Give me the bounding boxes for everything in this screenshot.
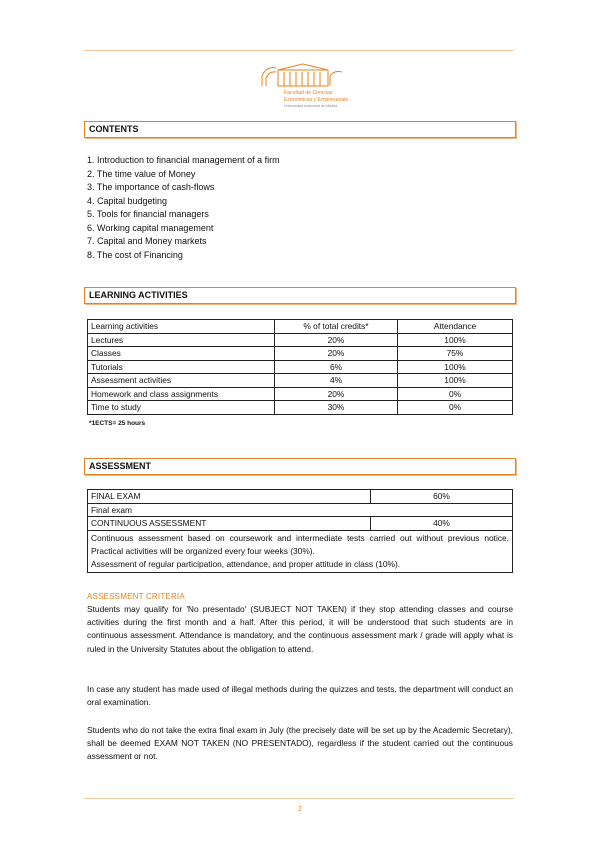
table-cell: 6% <box>275 360 398 374</box>
table-cell: Classes <box>88 347 275 361</box>
faculty-logo <box>258 62 348 114</box>
list-item: 3. The importance of cash-flows <box>87 182 215 192</box>
logo-line-1: Facultad de Ciencias <box>284 90 333 96</box>
learning-activities-table <box>87 319 513 415</box>
table-cell: Time to study <box>88 401 275 415</box>
contents-list <box>87 154 280 262</box>
list-item: 2. The time value of Money <box>87 168 196 179</box>
learning-activities-heading: LEARNING ACTIVITIES <box>84 287 516 304</box>
logo-line-3: Universidad Autónoma de Madrid <box>284 104 338 108</box>
list-item: 7. Capital and Money markets <box>87 236 207 246</box>
list-item: 1. Introduction to financial management of a firm <box>87 155 280 165</box>
criteria-paragraph-2: In case any student has made used of illegal methods during the quizzes and tests, the department will conduct an oral examination. <box>87 684 513 708</box>
table-cell: Assessment activities <box>88 374 275 388</box>
table-cell: Lectures <box>88 333 275 347</box>
list-item: 6. Working capital management <box>87 222 214 233</box>
continuous-assessment-description <box>88 530 513 572</box>
table-row <box>88 347 513 361</box>
table-cell: Homework and class assignments <box>88 387 275 401</box>
table-cell: 75% <box>398 347 513 361</box>
building-logo-icon <box>258 62 348 114</box>
participation-description-text: Assessment of regular participation, attendance, and proper attitude in class (10%). <box>91 558 401 569</box>
table-cell: 0% <box>398 387 513 401</box>
table-header-row <box>88 320 513 334</box>
final-exam-description: Final exam <box>88 503 513 517</box>
table-row <box>88 374 513 388</box>
table-cell: 4% <box>275 374 398 388</box>
continuous-assessment-weight: 40% <box>371 517 513 531</box>
assessment-table <box>87 489 513 573</box>
contents-heading: CONTENTS <box>84 121 516 138</box>
table-row <box>88 360 513 374</box>
table-header-cell: Attendance <box>398 320 513 334</box>
table-row <box>88 503 513 517</box>
continuous-assessment-label: CONTINUOUS ASSESSMENT <box>88 517 371 531</box>
final-exam-weight: 60% <box>371 490 513 504</box>
table-header-cell: % of total credits* <box>275 320 398 334</box>
table-row <box>88 517 513 531</box>
criteria-paragraph-3: Students who do not take the extra final exam in July (the precisely date will be set up by the Academic Secretary), shall be deemed EXAM NOT TAKEN (NO PRESENTADO), regardless if the student carried out the continuous assessment or not. <box>87 725 513 762</box>
table-row <box>88 333 513 347</box>
table-cell: 100% <box>398 333 513 347</box>
footer-rule <box>84 798 514 799</box>
table-row <box>88 401 513 415</box>
final-exam-label: FINAL EXAM <box>88 490 371 504</box>
table-row <box>88 530 513 572</box>
table-cell: 100% <box>398 374 513 388</box>
table-cell: 20% <box>275 387 398 401</box>
table-row <box>88 490 513 504</box>
logo-line-2: Económicas y Empresariales <box>284 97 348 103</box>
table-cell: Tutorials <box>88 360 275 374</box>
header-rule <box>84 50 514 51</box>
continuous-description-text: Continuous assessment based on coursework and intermediate tests carried out without previous notice. Practical activities will be organized every four weeks (30%). <box>91 532 509 556</box>
table-cell: 20% <box>275 347 398 361</box>
table-cell: 20% <box>275 333 398 347</box>
criteria-paragraph-1: Students may qualify for 'No presentado' (SUBJECT NOT TAKEN) if they stop attending classes and course activities during the first month and a half. After this period, it will be understood that such students are in continuous assessment. Attendance is mandatory, and the continuous assessment mark / grade will apply what is ruled in the University Statutes about the obligation to attend. <box>87 604 513 654</box>
page-number: 2 <box>298 806 302 813</box>
table-cell: 100% <box>398 360 513 374</box>
table-row <box>88 387 513 401</box>
table-header-cell: Learning activities <box>88 320 275 334</box>
list-item: 4. Capital budgeting <box>87 195 168 206</box>
ects-note: *1ECTS= 25 hours <box>89 420 146 427</box>
list-item: 5. Tools for financial managers <box>87 209 209 219</box>
table-cell: 30% <box>275 401 398 415</box>
list-item: 8. The cost of Financing <box>87 249 183 260</box>
assessment-criteria-title: ASSESSMENT CRITERIA <box>87 592 185 601</box>
assessment-heading: ASSESSMENT <box>84 458 516 475</box>
table-cell: 0% <box>398 401 513 415</box>
